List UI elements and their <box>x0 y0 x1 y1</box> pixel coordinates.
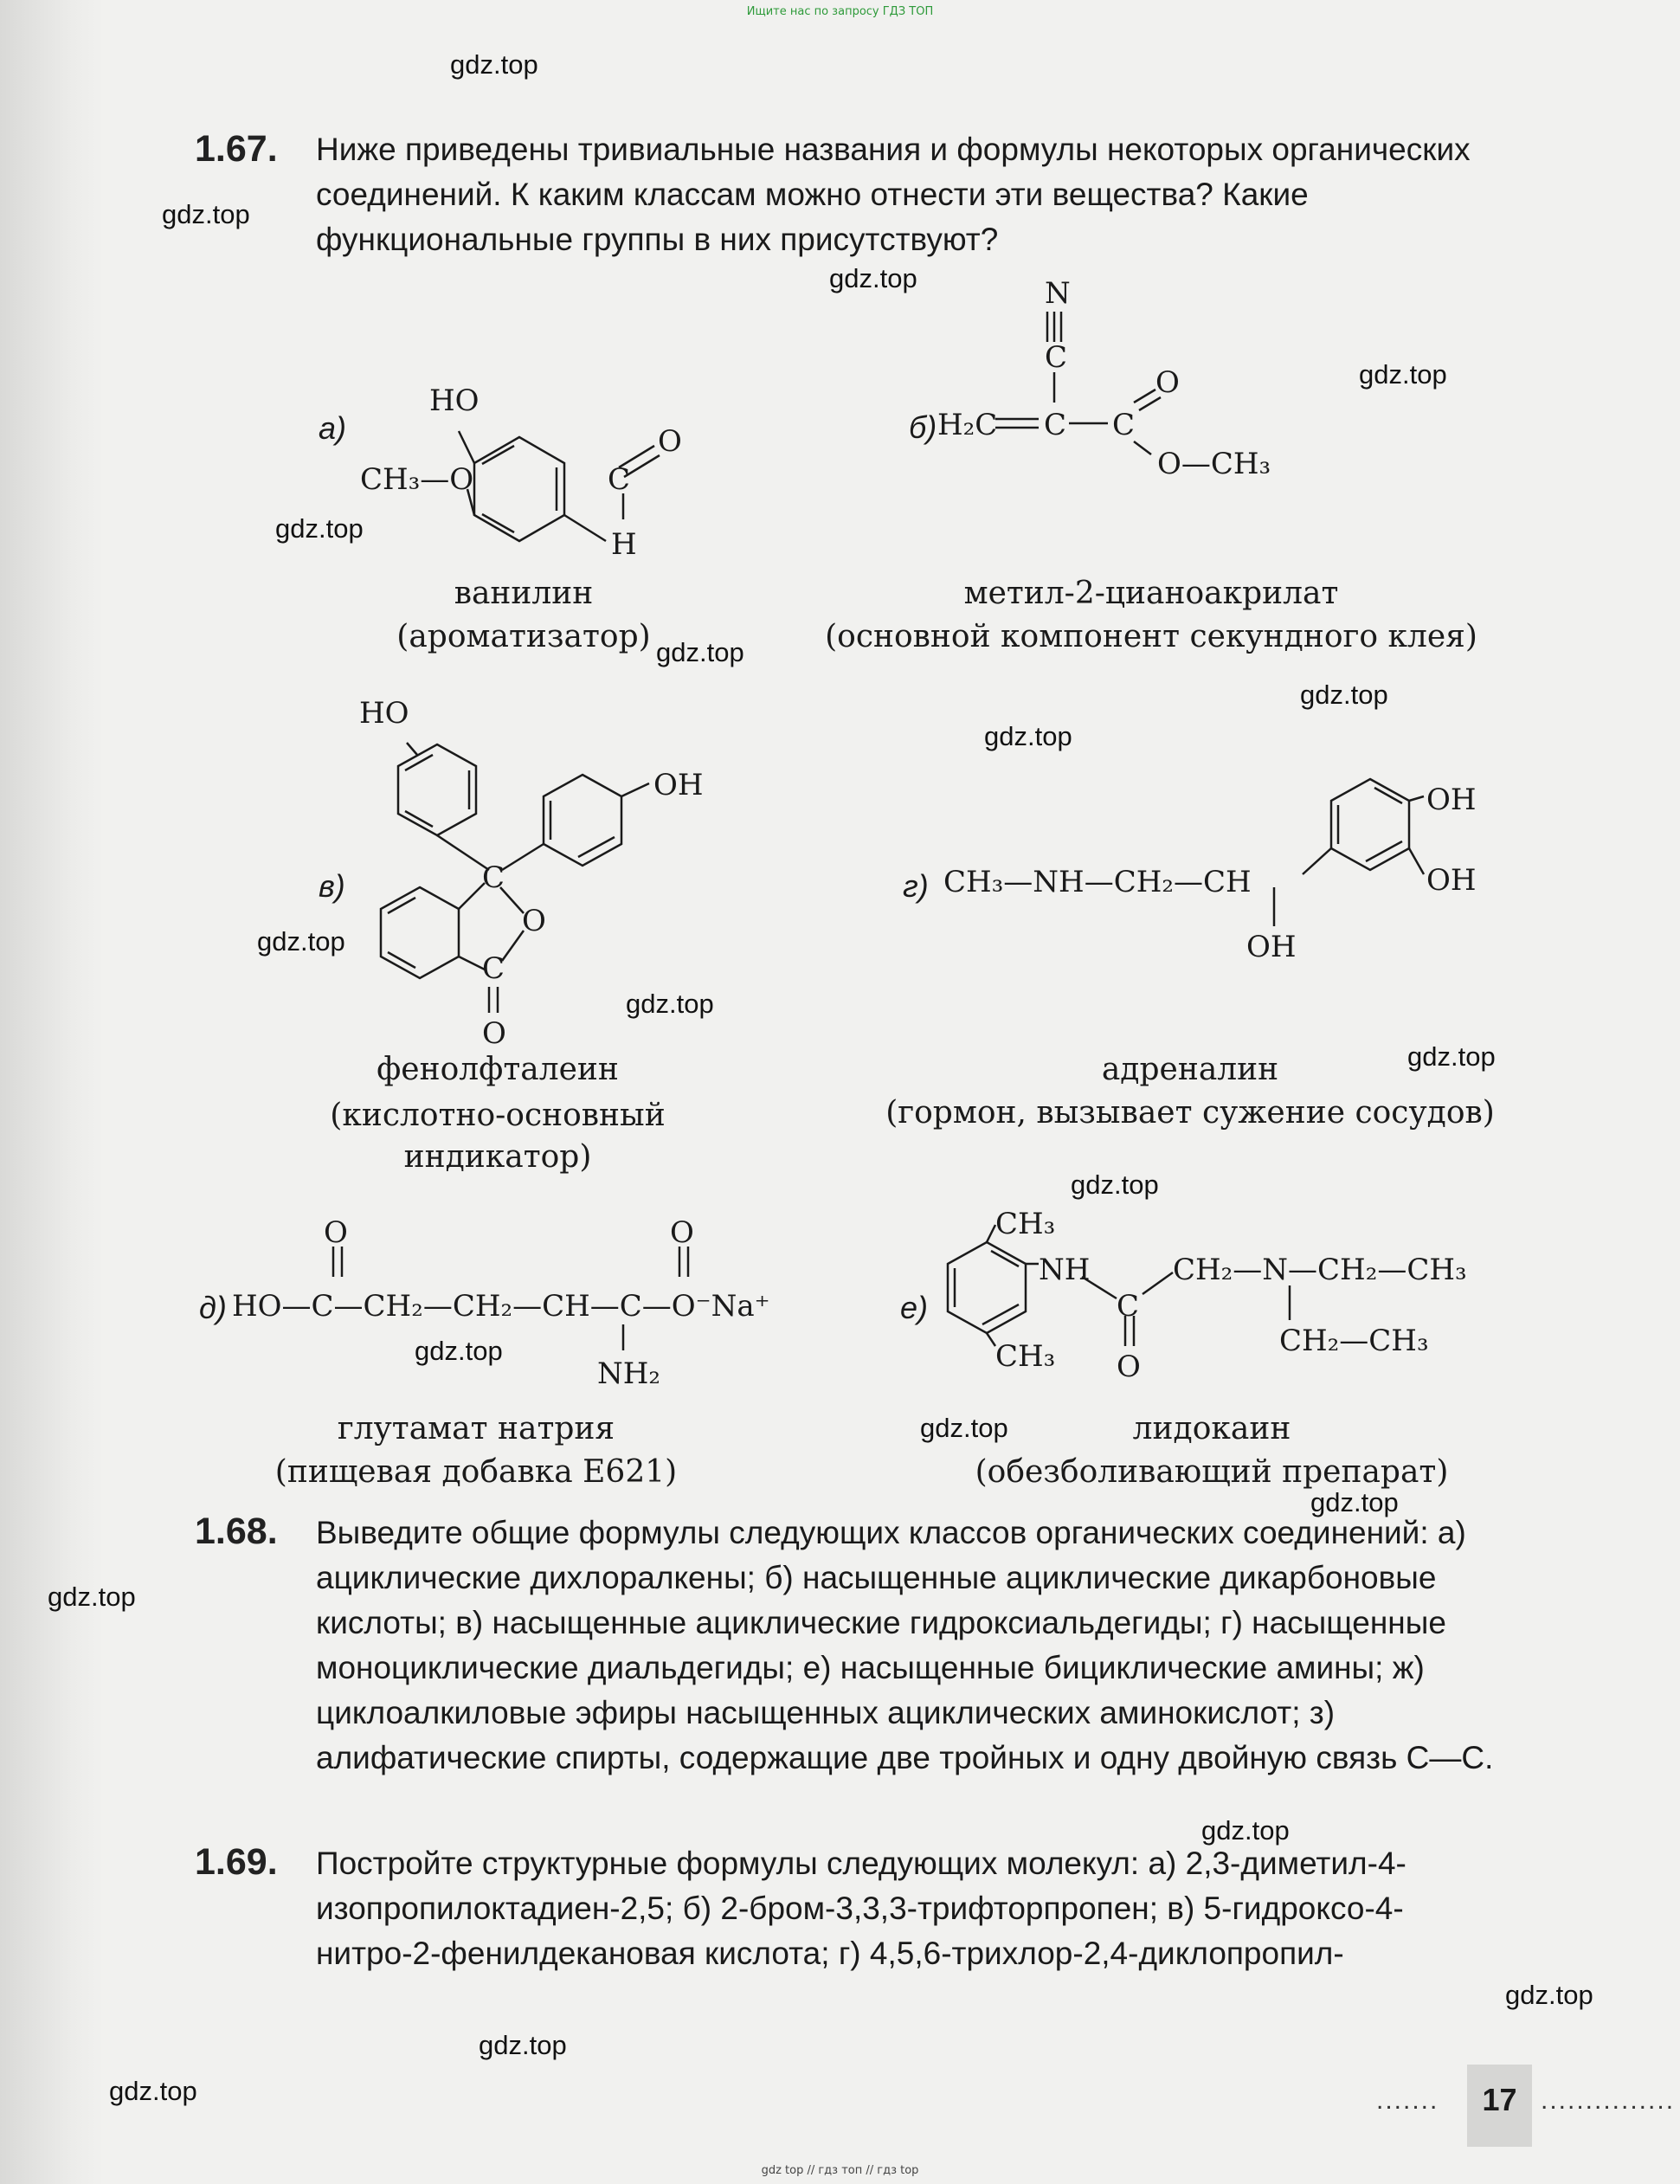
compound-label: а) <box>319 410 347 446</box>
watermark: gdz.top <box>1359 359 1447 390</box>
watermark: gdz.top <box>1407 1041 1496 1072</box>
watermark: gdz.top <box>1505 1980 1593 2010</box>
cyano-c2-text: C <box>1044 408 1067 442</box>
cyano-right-text: O—CH₃ <box>1157 447 1271 481</box>
footer-note: gdz top // гдз топ // гдз top <box>761 2164 919 2177</box>
lidocaine-nh-text: NH <box>1039 1253 1091 1287</box>
watermark: gdz.top <box>1201 1815 1290 1846</box>
cyano-left-text: H₂C <box>937 408 998 442</box>
watermark: gdz.top <box>162 199 250 229</box>
footer-dots-left: ....... <box>1376 2086 1439 2115</box>
problem-text: Выведите общие формулы следующих классов органических соединений: а) ациклические дихлоралкены; б) насыщенные ациклические дикарбоновые кислоты; в) насыщенные ациклические гидроксиальдегиды; г) насыщенные моноциклические диальдегиды; е) насыщенные бициклические амины; ж) циклоалкиловые эфиры насыщенных ациклических аминокислот; з) алифатические спирты, содержащие две тройных и одну двойную связь С—С. <box>316 1515 1494 1775</box>
compound-name: лидокаин <box>1132 1411 1291 1446</box>
watermark: gdz.top <box>1071 1169 1159 1200</box>
problem-number: 1.67. <box>195 128 278 170</box>
compound-note: (кислотно-основный индикатор) <box>330 1098 666 1175</box>
footer-dots-right: ............... <box>1541 2086 1676 2115</box>
compound-name: ванилин <box>454 576 594 611</box>
msg-o2-text: O <box>670 1215 694 1250</box>
vanillin-o-text: O <box>658 424 682 459</box>
compound-note: (гормон, вызывает сужение сосудов) <box>885 1095 1495 1131</box>
watermark: gdz.top <box>479 2030 567 2060</box>
compound-note: (обезболивающий препарат) <box>975 1454 1449 1490</box>
watermark: gdz.top <box>656 637 744 667</box>
compound-name: метил-2-цианоакрилат <box>963 576 1339 611</box>
lidocaine-ch3-top-text: CH₃ <box>995 1207 1056 1241</box>
vanillin-ome-text: CH₃—O <box>360 462 474 497</box>
problem-number: 1.68. <box>195 1511 278 1552</box>
watermark: gdz.top <box>984 721 1072 751</box>
phenol-c-text: C <box>482 860 505 895</box>
watermark: gdz.top <box>1310 1487 1399 1517</box>
watermark: gdz.top <box>829 263 917 293</box>
msg-nh2-text: NH₂ <box>597 1356 661 1391</box>
lidocaine-c-text: C <box>1117 1289 1140 1324</box>
problem-number: 1.69. <box>195 1841 278 1883</box>
msg-o1-text: O <box>324 1215 348 1250</box>
watermark: gdz.top <box>450 49 538 80</box>
phenol-c2-text: C <box>482 951 505 986</box>
watermark: gdz.top <box>48 1582 136 1612</box>
watermark: gdz.top <box>626 989 714 1019</box>
compound-label: б) <box>909 409 937 445</box>
compound-note: (ароматизатор) <box>396 619 651 654</box>
compound-note: (основной компонент секундного клея) <box>825 619 1477 654</box>
problem-text: Постройте структурные формулы следующих молекул: а) 2,3-диметил-4-изопропилоктадиен-2,5; б) 2-бром-3,3,3-трифторпропен; в) 5-гидроксо-4-нитро-2-фенилдекановая кислота; г) 4,5,6-трихлор-2,4-диклопропил- <box>316 1846 1406 1971</box>
compound-name: фенолфталеин <box>377 1052 619 1087</box>
msg-chain-text: HO—C—CH₂—CH₂—CH—C—O⁻Na⁺ <box>232 1289 770 1324</box>
watermark: gdz.top <box>275 513 364 544</box>
lidocaine-ethyl-text: CH₂—CH₃ <box>1279 1324 1429 1358</box>
cyano-n-text: N <box>1045 276 1071 311</box>
lidocaine-chain-text: CH₂—N—CH₂—CH₃ <box>1173 1253 1467 1287</box>
compound-note: (пищевая добавка E621) <box>274 1454 678 1490</box>
cyano-o-text: O <box>1155 365 1180 400</box>
phenol-ho-text: HO <box>359 696 409 731</box>
adrenaline-chain-text: CH₃—NH—CH₂—CH <box>943 865 1252 899</box>
phenol-oh-text: OH <box>653 768 704 802</box>
compound-label: е) <box>900 1290 929 1325</box>
lidocaine-ch3-bot-text: CH₃ <box>995 1339 1056 1374</box>
adrenaline-oh3-text: OH <box>1246 930 1297 964</box>
adrenaline-oh2-text: OH <box>1426 863 1477 898</box>
header-note: Ищите нас по запросу ГДЗ ТОП <box>746 5 934 18</box>
compound-label: в) <box>319 868 345 904</box>
cyano-c3-text: C <box>1112 408 1136 442</box>
phenol-o-text: O <box>522 904 546 938</box>
watermark: gdz.top <box>109 2076 197 2106</box>
page-number: 17 <box>1482 2082 1517 2117</box>
phenol-o2-text: O <box>482 1016 506 1051</box>
watermark: gdz.top <box>257 926 345 957</box>
problem-text: Ниже приведены тривиальные названия и формулы некоторых органических соединений. К каким классам можно отнести эти вещества? Какие функциональные группы в них присутствуют? <box>316 132 1471 257</box>
compound-name: глутамат натрия <box>337 1411 615 1446</box>
compound-label: д) <box>199 1290 227 1325</box>
watermark: gdz.top <box>1300 680 1388 710</box>
lidocaine-o-text: O <box>1117 1350 1141 1384</box>
vanillin-c-text: C <box>608 462 631 497</box>
compound-name: адреналин <box>1101 1052 1279 1087</box>
watermark: gdz.top <box>415 1336 503 1366</box>
compound-label: г) <box>903 868 929 904</box>
watermark: gdz.top <box>920 1413 1008 1443</box>
adrenaline-oh1-text: OH <box>1426 783 1477 817</box>
vanillin-ho-text: HO <box>429 383 480 418</box>
cyano-c-text: C <box>1045 340 1068 375</box>
vanillin-h-text: H <box>611 527 637 562</box>
